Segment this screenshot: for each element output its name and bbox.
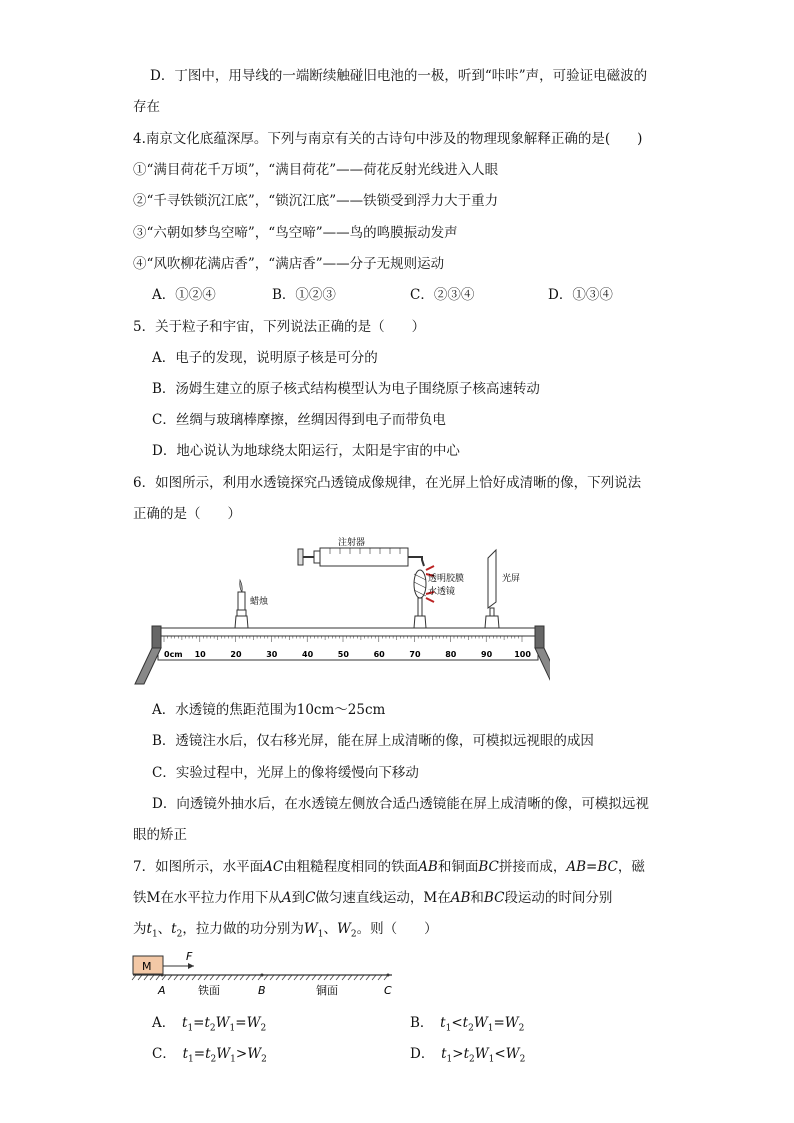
q5-option-d[interactable]: D．地心说认为地球绕太阳运行，太阳是宇宙的中心 (152, 443, 460, 459)
water-lens (414, 566, 464, 628)
candle (235, 580, 269, 628)
q4-item-3: ③“六朝如梦鸟空啼”，“鸟空啼”——鸟的鸣膜振动发声 (133, 225, 458, 241)
q7-option-d[interactable]: D． $t_1>t_2W_1<W_2$ (410, 1046, 526, 1065)
q6-option-b[interactable]: B．透镜注水后，仅右移光屏，能在屏上成清晰的像，可模拟远视眼的成因 (152, 733, 594, 749)
q4-item-2: ②“千寻铁锁沉江底”，“锁沉江底”——铁锁受到浮力大于重力 (133, 193, 499, 209)
ruler-label-70: 70 (409, 650, 421, 659)
block-m: M (142, 960, 152, 973)
surface-figure (130, 948, 400, 1000)
q7-stem-line3: 为$t_1$、$t_2$，拉力做的功分别为$W_1$、$W_2$。则（ ） (133, 921, 438, 940)
point-a: A (158, 984, 166, 997)
syringe-label: 注射器 (338, 538, 366, 548)
ruler-label-40: 40 (302, 650, 314, 659)
q5-stem: 5．关于粒子和宇宙，下列说法正确的是（ ） (133, 319, 426, 335)
q5-option-a[interactable]: A．电子的发现，说明原子核是可分的 (152, 350, 378, 366)
q7-option-c[interactable]: C． $t_1=t_2W_1>W_2$ (152, 1046, 267, 1065)
ruler-label-20: 20 (230, 650, 242, 659)
ruler-label-30: 30 (266, 650, 278, 659)
q7-stem-line1: 7．如图所示，水平面AC由粗糙程度相同的铁面AB和铜面BC拼接而成，AB=BC，磁 (133, 859, 645, 875)
q6-stem-line1: 6．如图所示，利用水透镜探究凸透镜成像规律，在光屏上恰好成清晰的像，下列说法 (133, 475, 642, 491)
surface-copper: 铜面 (316, 984, 338, 997)
surface-iron: 铁面 (198, 984, 220, 997)
q6-stem-line2: 正确的是（ ） (133, 506, 241, 522)
q4-option-b[interactable]: B．①②③ (272, 287, 336, 303)
q5-option-b[interactable]: B．汤姆生建立的原子核式结构模型认为电子围绕原子核高速转动 (152, 381, 540, 397)
q7-stem-line2: 铁M在水平拉力作用下从A到C做匀速直线运动，M在AB和BC段运动的时间分别 (133, 890, 613, 906)
syringe (298, 536, 424, 566)
q6-option-c[interactable]: C．实验过程中，光屏上的像将缓慢向下移动 (152, 765, 419, 781)
q4-item-4: ④“风吹柳花满店香”，“满店香”——分子无规则运动 (133, 256, 445, 272)
q4-option-a[interactable]: A．①②④ (152, 287, 216, 303)
ruler-label-90: 90 (481, 650, 493, 659)
q6-option-d[interactable]: D．向透镜外抽水后，在水透镜左侧放合适凸透镜能在屏上成清晰的像，可模拟远视 (152, 796, 649, 812)
q6-option-d-cont: 眼的矫正 (133, 827, 187, 843)
q4-stem: 4.南京文化底蕴深厚。下列与南京有关的古诗句中涉及的物理现象解释正确的是( ) (133, 131, 643, 147)
ruler-label-60: 60 (373, 650, 385, 659)
q3-option-d-line2: 存在 (133, 99, 160, 115)
film-label: 透明胶膜 (428, 574, 465, 584)
screen-label: 光屏 (502, 574, 521, 584)
q4-item-1: ①“满目荷花千万顷”，“满目荷花”——荷花反射光线进入人眼 (133, 162, 499, 178)
point-b: B (258, 984, 266, 997)
q7-option-a[interactable]: A． $t_1=t_2W_1=W_2$ (152, 1015, 267, 1034)
ruler-label-10: 10 (194, 650, 206, 659)
q4-option-c[interactable]: C．②③④ (410, 287, 475, 303)
ruler-label-80: 80 (445, 650, 457, 659)
force-f: F (186, 950, 193, 963)
point-c: C (384, 984, 392, 997)
light-screen (485, 550, 520, 628)
ruler-unit-label: 0cm (164, 650, 183, 659)
candle-label: 蜡烛 (250, 597, 269, 607)
water-lens-label: 水透镜 (428, 587, 456, 597)
q6-option-a[interactable]: A．水透镜的焦距范围为10cm～25cm (152, 702, 386, 718)
optical-bench-figure (130, 536, 550, 686)
q3-option-d-line1: D．丁图中，用导线的一端断续触碰旧电池的一极，听到“咔咔”声，可验证电磁波的 (150, 68, 648, 84)
q5-option-c[interactable]: C．丝绸与玻璃棒摩擦，丝绸因得到电子而带负电 (152, 412, 446, 428)
ruler-label-100: 100 (514, 650, 531, 659)
q4-option-d[interactable]: D．①③④ (548, 287, 613, 303)
optical-bench (135, 626, 550, 684)
ruler-label-50: 50 (337, 650, 349, 659)
q7-option-b[interactable]: B． $t_1<t_2W_1=W_2$ (410, 1015, 525, 1034)
